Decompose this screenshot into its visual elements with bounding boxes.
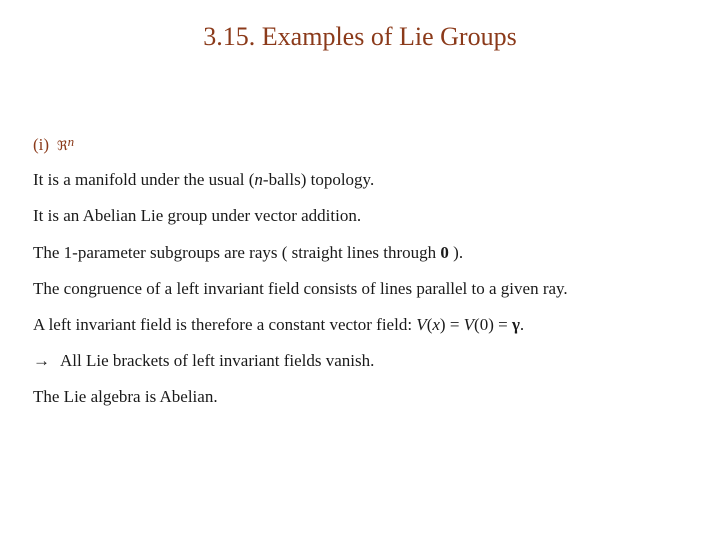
text-fragment: All Lie brackets of left invariant fields vanish. — [60, 351, 375, 370]
text-line-abelian-group — [33, 206, 361, 226]
section-label: (i) — [33, 135, 50, 154]
text-fragment: ). — [448, 243, 464, 262]
text-fragment: A left invariant field is therefore a constant vector field: — [33, 315, 417, 334]
real-numbers-symbol: ℜ — [57, 138, 68, 153]
text-line-brackets — [33, 351, 374, 371]
text-fragment: The congruence of a left invariant field consists of lines parallel to a given ray. — [33, 279, 568, 298]
text-line-subgroups — [33, 243, 463, 263]
text-fragment: ) = — [439, 315, 464, 334]
section-heading — [33, 134, 74, 155]
arrow-icon: → — [33, 351, 50, 370]
italic-x: x — [432, 315, 440, 334]
italic-v: V — [463, 315, 475, 334]
text-fragment: -balls) topology. — [262, 170, 375, 189]
dimension-superscript: n — [67, 134, 75, 149]
text-fragment: It is an Abelian Lie group under vector addition. — [33, 206, 362, 225]
text-line-manifold — [33, 170, 374, 190]
text-line-congruence — [33, 279, 568, 299]
text-fragment: The Lie algebra is Abelian. — [33, 387, 218, 406]
text-fragment: (0) = — [474, 315, 512, 334]
text-fragment: The 1-parameter subgroups are rays ( straight lines through — [33, 243, 441, 262]
bold-zero: 0 — [440, 243, 449, 262]
text-line-constant-field — [33, 315, 524, 335]
text-fragment: It is a manifold under the usual ( — [33, 170, 255, 189]
italic-v: V — [416, 315, 427, 334]
slide-title: 3.15. Examples of Lie Groups — [203, 22, 517, 51]
text-line-lie-algebra — [33, 387, 218, 407]
gamma-symbol: γ — [511, 315, 520, 334]
text-fragment: . — [519, 315, 525, 334]
text-fragment: ( — [426, 315, 433, 334]
italic-n: n — [254, 170, 263, 189]
